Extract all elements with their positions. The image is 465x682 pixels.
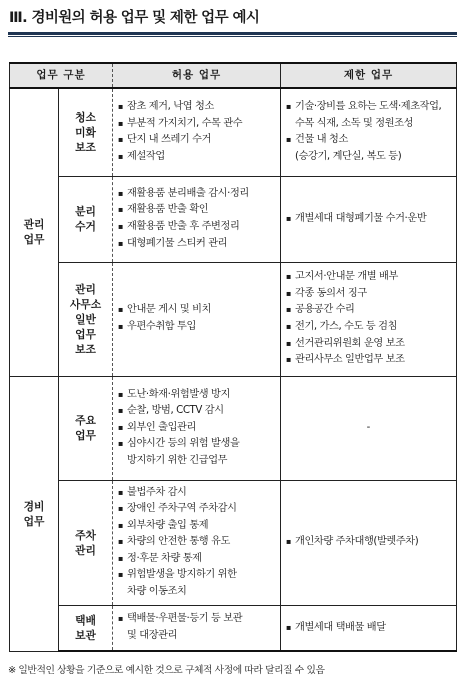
header-category: 업무 구분 — [10, 63, 113, 88]
allowed-cell — [113, 376, 281, 480]
allowed-cell — [113, 605, 281, 651]
restricted-cell — [281, 605, 457, 651]
table-row — [10, 262, 457, 376]
list-item: ▪ 각종 동의서 징구 — [286, 286, 453, 303]
list-item: ▪ 고지서·안내문 개별 배부 — [286, 269, 453, 286]
sub-label: 관리 사무소 일반 업무 보조 — [59, 262, 113, 376]
duty-table — [9, 62, 457, 652]
allowed-cell — [113, 88, 281, 176]
table-row — [10, 480, 457, 605]
list-item: ▪ 제설작업 — [118, 149, 277, 166]
list-item: ▪ 재활용품 반출 후 주변정리 — [118, 219, 277, 236]
restricted-cell-empty: - — [281, 376, 457, 480]
group-label-management — [10, 88, 59, 376]
list-item: ▪ 안내문 게시 및 비치 — [118, 302, 277, 319]
list-item: ▪ 외부차량 출입 통제 — [118, 518, 277, 535]
allowed-cell — [113, 480, 281, 605]
list-item: ▪ 불법주차 감시 — [118, 485, 277, 502]
list-item: ▪ 재활용품 반출 확인 — [118, 202, 277, 219]
header-restricted: 제한 업무 — [281, 63, 457, 88]
restricted-cell — [281, 88, 457, 176]
table-row — [10, 88, 457, 176]
table-row — [10, 605, 457, 651]
list-item: ▪ 공용공간 수리 — [286, 302, 453, 319]
list-item: ▪ 대형폐기물 스티커 관리 — [118, 236, 277, 253]
list-item: ▪ 택배물·우편물·등기 등 보관 및 대장관리 — [118, 611, 277, 644]
group-label-security — [10, 376, 59, 651]
group-label-text: 경비 업무 — [23, 499, 45, 528]
header-allowed: 허용 업무 — [113, 63, 281, 88]
list-item: ▪ 정·후문 차량 통제 — [118, 551, 277, 568]
title-block — [8, 6, 457, 38]
list-item: ▪ 장애인 주차구역 주차감시 — [118, 501, 277, 518]
table-row — [10, 376, 457, 480]
list-item: ▪ 관리사무소 일반업무 보조 — [286, 352, 453, 369]
list-item: ▪ 우편수취함 투입 — [118, 319, 277, 336]
list-item: ▪ 위험발생을 방지하기 위한 차량 이동조치 — [118, 567, 277, 600]
restricted-cell — [281, 176, 457, 262]
sub-label: 주요 업무 — [59, 376, 113, 480]
list-item: ▪ 전기, 가스, 수도 등 검침 — [286, 319, 453, 336]
sub-label: 청소 미화 보조 — [59, 88, 113, 176]
title-underline-thin — [8, 36, 457, 37]
list-item: ▪ 부분적 가지치기, 수목 관수 — [118, 116, 277, 133]
sub-label: 주차 관리 — [59, 480, 113, 605]
restricted-cell — [281, 262, 457, 376]
list-item: ▪ 기술·장비를 요하는 도색·제초작업, 수목 식재, 소독 및 정원조성 — [286, 99, 453, 132]
list-item: ▪ 건물 내 청소 (승강기, 계단실, 복도 등) — [286, 132, 453, 165]
group-label-text: 관리 업무 — [23, 218, 45, 247]
restricted-cell — [281, 480, 457, 605]
list-item: ▪ 순찰, 방범, CCTV 감시 — [118, 403, 277, 420]
sub-label: 택배 보관 — [59, 605, 113, 651]
list-item: ▪ 재활용품 분리배출 감시·정리 — [118, 186, 277, 203]
list-item: ▪ 도난·화재·위험발생 방지 — [118, 387, 277, 404]
list-item: ▪ 선거관리위원회 운영 보조 — [286, 336, 453, 353]
list-item: ▪ 심야시간 등의 위험 발생을 방지하기 위한 긴급업무 — [118, 436, 277, 469]
title-underline — [8, 32, 457, 35]
list-item: ▪ 외부인 출입관리 — [118, 420, 277, 437]
list-item: ▪ 개별세대 택배물 배달 — [286, 620, 453, 637]
sub-label: 분리 수거 — [59, 176, 113, 262]
list-item: ▪ 잠초 제거, 낙엽 청소 — [118, 99, 277, 116]
footnote: ※ 일반적인 상황을 기준으로 예시한 것으로 구체적 사정에 따라 달리질 수 있음 — [8, 665, 325, 676]
list-item: ▪ 차량의 안전한 통행 유도 — [118, 534, 277, 551]
list-item: ▪ 개인차량 주차대행(발렛주차) — [286, 534, 453, 551]
list-item: ▪ 단지 내 쓰레기 수거 — [118, 132, 277, 149]
table-header-row — [10, 63, 457, 88]
allowed-cell — [113, 176, 281, 262]
allowed-cell — [113, 262, 281, 376]
table-row — [10, 176, 457, 262]
list-item: ▪ 개별세대 대형폐기물 수거·운반 — [286, 211, 453, 228]
page-title: Ⅲ. 경비원의 허용 업무 및 제한 업무 예시 — [9, 10, 260, 26]
